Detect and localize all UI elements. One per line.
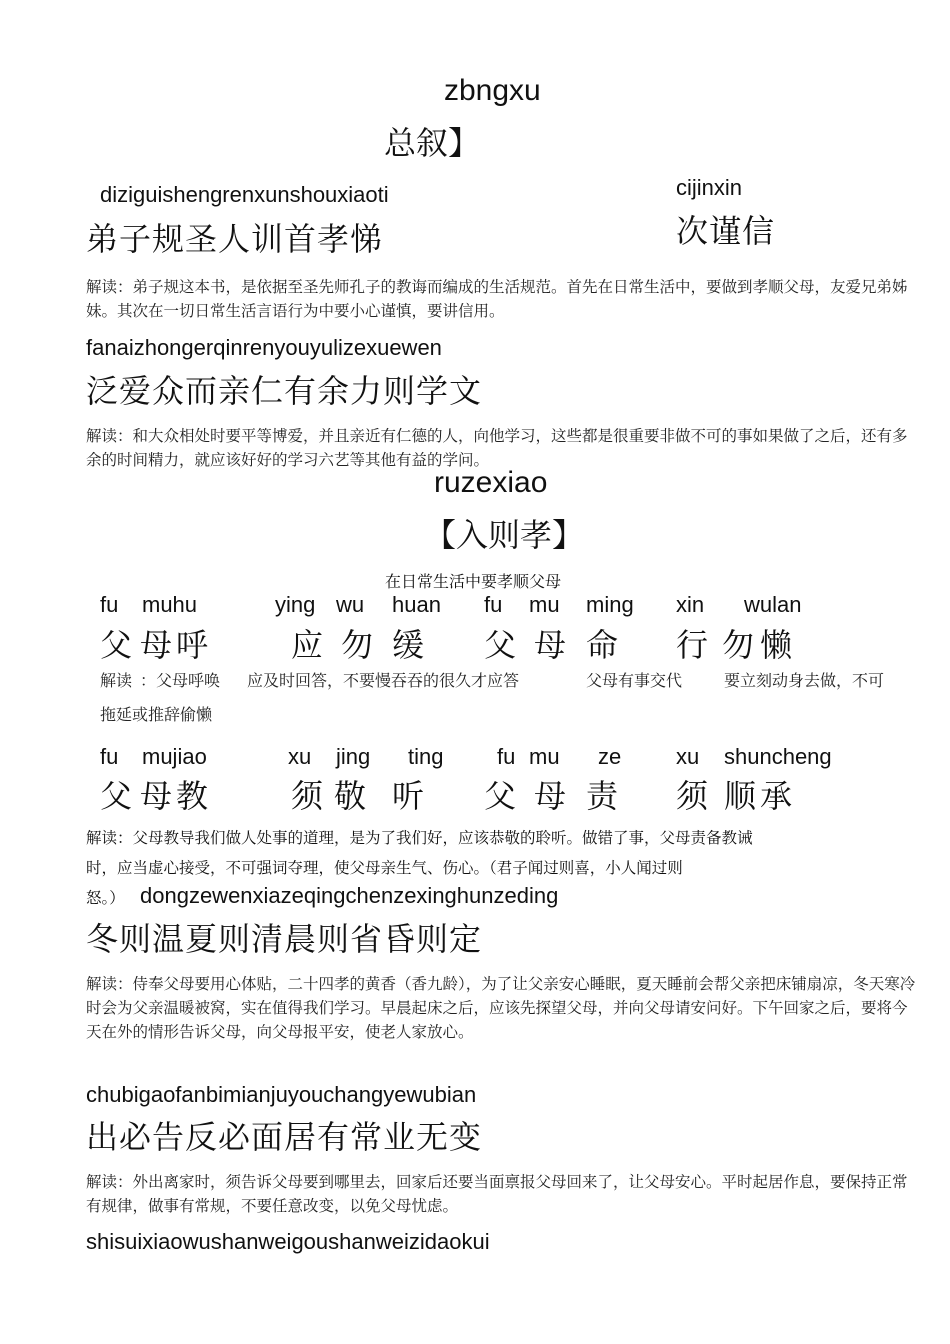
row2-pinyin: mujiao bbox=[142, 744, 207, 769]
row1-pinyin: ying bbox=[275, 592, 316, 617]
verse3-note-line1: 解读：父母教导我们做人处事的道理，是为了我们好，应该恭敬的聆听。做错了事，父母责备教诫 bbox=[86, 829, 753, 847]
row2-char: 承 bbox=[760, 777, 794, 815]
header-title: 总叙】 bbox=[384, 124, 481, 162]
row1-char: 勿 bbox=[341, 626, 375, 664]
row2-char: 须 bbox=[676, 777, 710, 815]
row1-char: 命 bbox=[586, 626, 620, 664]
section2-pinyin: ruzexiao bbox=[434, 466, 548, 499]
row2-char: 教 bbox=[176, 777, 210, 815]
verse1-pinyin-b: cijinxin bbox=[676, 175, 743, 200]
row1-char: 呼 bbox=[176, 626, 210, 664]
row1-pinyin: huan bbox=[392, 592, 441, 617]
section2-title: 【入则孝】 bbox=[424, 516, 585, 554]
verse1-text-b: 次谨信 bbox=[676, 212, 776, 250]
row2-char: 顺 bbox=[724, 777, 758, 815]
row1-note: 拖延或推辞偷懒 bbox=[100, 705, 213, 724]
row1-char: 行 bbox=[676, 626, 710, 664]
verse3-note-line2: 时，应当虚心接受，不可强词夺理，使父母亲生气、伤心。（君子闻过则喜，小人闻过则 bbox=[86, 859, 683, 877]
row1-note: 应及时回答，不要慢吞吞的很久才应答 bbox=[247, 671, 520, 690]
row1-pinyin: wulan bbox=[744, 592, 802, 617]
row1-note: ：父母呼唤 bbox=[140, 671, 220, 690]
row1-char: 父 bbox=[100, 626, 134, 664]
row2-char: 父 bbox=[100, 777, 134, 815]
verse1-pinyin-a: diziguishengrenxunshouxiaoti bbox=[100, 182, 389, 207]
row2-pinyin: shuncheng bbox=[724, 744, 832, 769]
verse3-note-line3: 怒。） bbox=[86, 889, 125, 907]
row1-char: 父 bbox=[484, 626, 518, 664]
row1-pinyin: mu bbox=[529, 592, 560, 617]
verse4-pinyin: dongzewenxiazeqingchenzexinghunzeding bbox=[140, 883, 559, 908]
row2-pinyin: xu bbox=[676, 744, 700, 769]
verse2-text: 泛爱众而亲仁有余力则学文 bbox=[86, 372, 483, 410]
row2-char: 须 bbox=[291, 777, 325, 815]
verse5-text: 出必告反必面居有常业无变 bbox=[86, 1118, 483, 1156]
row2-char: 敬 bbox=[334, 777, 368, 815]
verse2-note: 解读：和大众相处时要平等博爱，并且亲近有仁德的人，向他学习，这些都是很重要非做不可的事如果做了之后，还有多余的时间精力，就应该好好的学习六艺等其他有益的学问。 bbox=[86, 427, 908, 469]
row2-pinyin: fu bbox=[100, 744, 119, 769]
row2-char: 母 bbox=[140, 777, 174, 815]
verse1-text-a: 弟子规圣人训首孝悌 bbox=[86, 220, 384, 258]
row1-pinyin: ming bbox=[586, 592, 634, 617]
row1-pinyin: wu bbox=[336, 592, 365, 617]
row2-pinyin: ting bbox=[408, 744, 444, 769]
row1-note: 要立刻动身去做，不可 bbox=[724, 671, 885, 690]
row1-pinyin: muhu bbox=[142, 592, 198, 617]
row2-pinyin: jing bbox=[336, 744, 371, 769]
row1-char: 缓 bbox=[392, 626, 426, 664]
row1-pinyin: xin bbox=[676, 592, 705, 617]
row1-char: 应 bbox=[291, 626, 325, 664]
verse5-pinyin: chubigaofanbimianjuyouchangyewubian bbox=[86, 1082, 477, 1107]
verse6-pinyin: shisuixiaowushanweigoushanweizidaokui bbox=[86, 1229, 490, 1254]
verse4-note: 解读：侍奉父母要用心体贴，二十四孝的黄香（香九龄），为了让父亲安心睡眠，夏天睡前会帮父亲把床铺扇凉，冬天寒冷时会为父亲温暖被窝，实在值得我们学习。早晨起床之后，应该先探望父母，并向父母请安问好。下午回家之后，要将今天在外的情形告诉父母，向父母报平安，使老人家放心。 bbox=[86, 975, 916, 1041]
row2-pinyin: xu bbox=[288, 744, 312, 769]
row1-pinyin: fu bbox=[484, 592, 503, 617]
verse2-pinyin: fanaizhongerqinrenyouyulizexuewen bbox=[86, 335, 442, 360]
row1-char: 懒 bbox=[760, 626, 794, 664]
row1-note: 解读 bbox=[100, 671, 133, 690]
row2-char: 母 bbox=[534, 777, 568, 815]
row2-pinyin: fu bbox=[497, 744, 516, 769]
row1-pinyin: fu bbox=[100, 592, 119, 617]
row1-note: 父母有事交代 bbox=[586, 671, 683, 690]
row1-char: 勿 bbox=[722, 626, 756, 664]
verse1-note: 解读：弟子规这本书，是依据至圣先师孔子的教诲而编成的生活规范。首先在日常生活中，要做到孝顺父母，友爱兄弟姊妹。其次在一切日常生活言语行为中要小心谨慎，要讲信用。 bbox=[86, 278, 908, 320]
section2-subtitle: 在日常生活中要孝顺父母 bbox=[385, 572, 562, 591]
row2-pinyin: ze bbox=[598, 744, 622, 769]
row1-char: 母 bbox=[534, 626, 568, 664]
header-pinyin: zbngxu bbox=[444, 74, 541, 107]
row2-char: 父 bbox=[484, 777, 518, 815]
row2-pinyin: mu bbox=[529, 744, 560, 769]
verse4-text: 冬则温夏则清晨则省昏则定 bbox=[86, 920, 483, 958]
row2-char: 听 bbox=[392, 777, 426, 815]
row1-char: 母 bbox=[140, 626, 174, 664]
verse5-note: 解读：外出离家时，须告诉父母要到哪里去，回家后还要当面禀报父母回来了，让父母安心。平时起居作息，要保持正常有规律，做事有常规，不要任意改变，以免父母忧虑。 bbox=[86, 1173, 908, 1215]
row2-char: 责 bbox=[586, 777, 620, 815]
